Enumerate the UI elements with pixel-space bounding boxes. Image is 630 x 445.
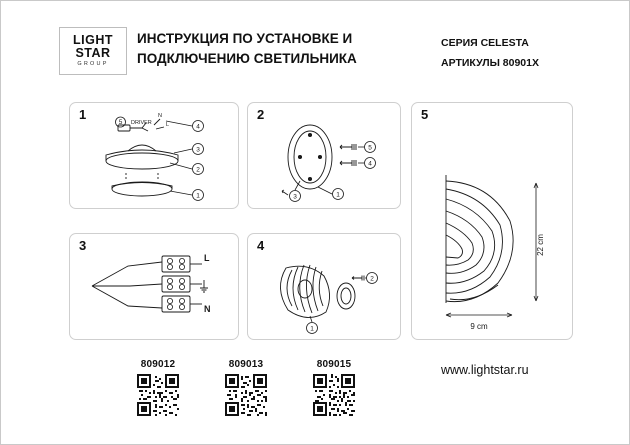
logo-line-2: STAR [75, 45, 111, 60]
product-code-label-0: 809012 [140, 359, 176, 370]
step-3-diagram [70, 234, 238, 339]
callout-4-label: 4 [368, 160, 372, 168]
step-number-5: 5 [421, 107, 429, 122]
qr-code-0 [137, 374, 179, 416]
callout-1-label: 1 [196, 192, 200, 200]
product-code-2 [297, 359, 371, 416]
product-code-label-2: 809015 [316, 359, 352, 370]
step-2-diagram [248, 103, 400, 208]
step-4-diagram [248, 234, 400, 339]
callout-2-label: 2 [370, 275, 374, 283]
width-dimension-label: 9 cm [470, 322, 488, 331]
step-number-3: 3 [79, 238, 87, 253]
brand-logo [59, 27, 127, 75]
series-info [441, 34, 539, 74]
header [1, 1, 630, 89]
terminal-n-label: N [204, 304, 211, 314]
step-panel-5 [411, 102, 573, 340]
driver-label: DRIVER [131, 120, 152, 126]
step-1-diagram [70, 103, 238, 208]
callout-1-label: 1 [336, 191, 340, 199]
product-code-1 [209, 359, 283, 416]
product-code-0 [121, 359, 195, 416]
callout-3-label: 3 [293, 193, 297, 201]
step-panel-3 [69, 233, 239, 340]
qr-code-1 [225, 374, 267, 416]
website-link[interactable] [441, 363, 529, 377]
step-panel-4 [247, 233, 401, 340]
qr-code-2 [313, 374, 355, 416]
page-title-line-2: ПОДКЛЮЧЕНИЮ СВЕТИЛЬНИКА [137, 51, 357, 67]
terminal-l-label: L [204, 253, 210, 263]
callout-4-label: 4 [196, 123, 200, 131]
logo-line-3: GROUP [77, 61, 109, 68]
height-dimension-label: 22 cm [536, 234, 545, 256]
step-panel-1 [69, 102, 239, 209]
callout-3-label: 3 [196, 146, 200, 154]
product-codes [121, 359, 371, 429]
page-title [137, 29, 437, 70]
step-number-2: 2 [257, 107, 265, 122]
callout-5-label: 5 [368, 144, 372, 152]
step-number-1: 1 [79, 107, 87, 122]
callout-1-label: 1 [310, 325, 314, 333]
step-number-4: 4 [257, 238, 265, 253]
l-label: L [166, 122, 170, 128]
step-5-diagram [412, 103, 572, 339]
product-code-label-1: 809013 [228, 359, 264, 370]
step-panel-2 [247, 102, 401, 209]
website-text: www.lightstar.ru [441, 363, 529, 377]
page-title-line-1: ИНСТРУКЦИЯ ПО УСТАНОВКЕ И [137, 31, 353, 46]
n-label: N [158, 113, 162, 119]
series-name: СЕРИЯ CELESTA [441, 37, 529, 49]
logo-line-1: LIGHT [73, 33, 113, 48]
article-numbers: АРТИКУЛЫ 80901X [441, 56, 539, 69]
callout-5-label: 5 [118, 119, 123, 127]
callout-2-label: 2 [196, 166, 200, 174]
